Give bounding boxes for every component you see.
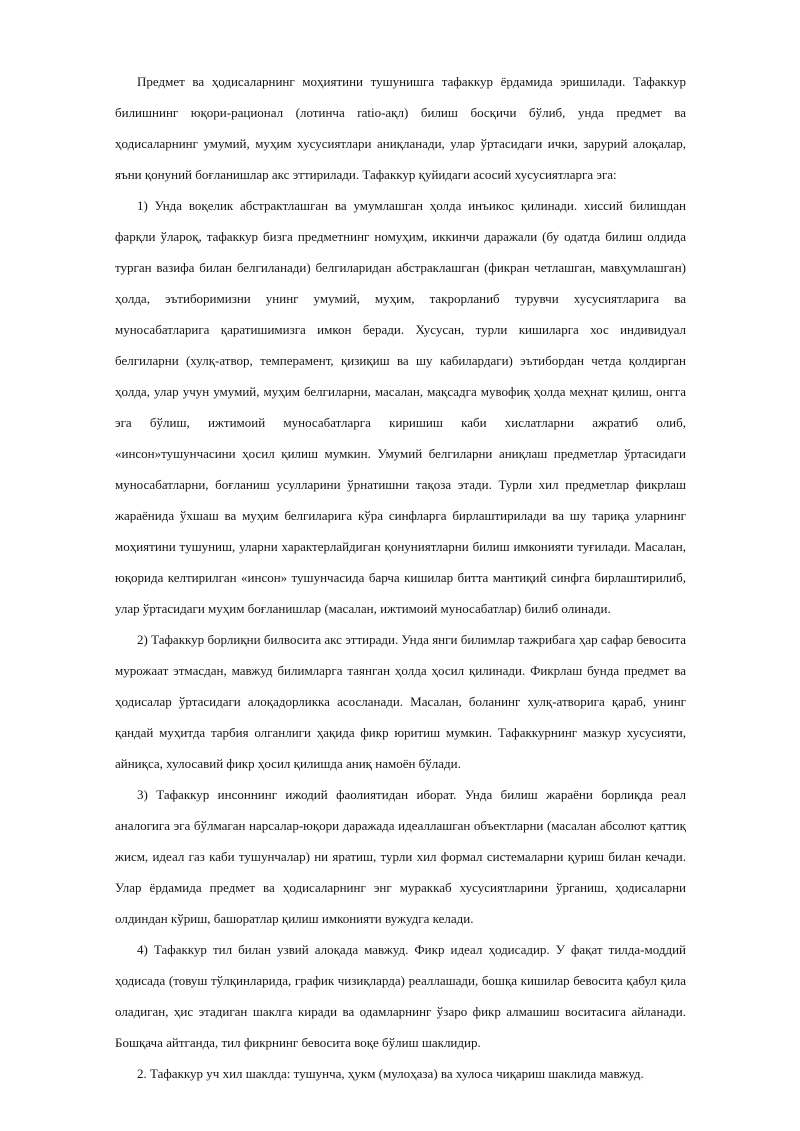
document-page xyxy=(115,66,686,1089)
paragraph-feature-2: 2) Тафаккур борлиқни билвосита акс эттиради. Унда янги билимлар тажрибага ҳар сафар бевосита мурожаат этмасдан, мавжуд билимларга таянган ҳолда ҳосил қилинади. Фикрлаш бунда предмет ва ҳодисалар ўртасидаги алоқадорликка асосланади. Масалан, боланинг хулқ-атворига қараб, унинг қандай муҳитда тарбия олганлиги ҳақида фикр юритиш мумкин. Тафаккурнинг мазкур хусусияти, айниқса, хулосавий фикр ҳосил қилишда аниқ намоён бўлади. xyxy=(115,632,686,771)
paragraph-feature-3: 3) Тафаккур инсоннинг ижодий фаолиятидан иборат. Унда билиш жараёни борлиқда реал аналогига эга бўлмаган нарсалар-юқори даражада идеаллашган объектларни (масалан абсолют қаттиқ жисм, идеал газ каби тушунчалар) ни яратиш, турли хил формал системаларни қуриш билан кечади. Улар ёрдамида предмет ва ҳодисаларнинг энг мураккаб хусусиятларини ўрганиш, ҳодисаларни олдиндан кўриш, башоратлар қилиш имконияти вужудга келади. xyxy=(115,787,686,926)
paragraph-feature-1: 1) Унда воқелик абстрактлашган ва умумлашган ҳолда инъикос қилинади. хиссий билишдан фарқли ўлароқ, тафаккур бизга предметнинг номуҳим, иккинчи даражали (бу одатда билиш олдида турган вазифа билан белгиланади) белгиларидан абстраклашган (фикран четлашган, мавҳумлашган) ҳолда, эътиборимизни унинг умумий, муҳим, такрорланиб турувчи хусусиятларига ва муносабатларига қаратишимизга имкон беради. Хусусан, турли кишиларга хос индивидуал белгиларни (хулқ-атвор, темперамент, қизиқиш ва шу кабилардаги) эътибордан четда қолдирган ҳолда, улар учун умумий, муҳим белгиларни, масалан, мақсадга мувофиқ ҳолда меҳнат қилиш, онгга эга бўлиш, ижтимоий муносабатларга киришиш каби хислатларни ажратиб олиб, «инсон»тушунчасини ҳосил қилиш мумкин. Умумий белгиларни аниқлаш предметлар ўртасидаги муносабатларни, боғланиш усулларини ўрнатишни тақоза этади. Турли хил предметлар фикрлаш жараёнида ўхшаш ва муҳим белгиларига кўра синфларга бирлаштирилади ва шу тариқа уларнинг моҳиятини тушуниш, уларни характерлайдиган қонуниятларни билиш имконияти туғилади. Масалан, юқорида келтирилган «инсон» тушунчасида барча кишилар битта мантиқий синфга бирлаштирилиб, улар ўртасидаги муҳим боғланишлар (масалан, ижтимоий муносабатлар) билиб олинади. xyxy=(115,198,686,616)
paragraph-intro: Предмет ва ҳодисаларнинг моҳиятини тушунишга тафаккур ёрдамида эришилади. Тафаккур билишнинг юқори-рационал (лотинча ratio-ақл) билиш босқичи бўлиб, унда предмет ва ҳодисаларнинг умумий, муҳим хусусиятлари аниқланади, улар ўртасидаги ички, зарурий алоқалар, яъни қонуний боғланишлар акс эттирилади. Тафаккур қуйидаги асосий хусусиятларга эга: xyxy=(115,74,686,182)
paragraph-forms: 2. Тафаккур уч хил шаклда: тушунча, ҳукм (мулоҳаза) ва хулоса чиқариш шаклида мавжуд. xyxy=(137,1066,644,1081)
paragraph-feature-4: 4) Тафаккур тил билан узвий алоқада мавжуд. Фикр идеал ҳодисадир. У фақат тилда-моддий ҳодисада (товуш тўлқинларида, график чизиқларда) реаллашади, бошқа кишилар бевосита қабул қила оладиган, ҳис этадиган шаклга киради ва одамларнинг ўзаро фикр алмашиш воситасига айланади. Бошқача айтганда, тил фикрнинг бевосита воқе бўлиш шаклидир. xyxy=(115,942,686,1050)
